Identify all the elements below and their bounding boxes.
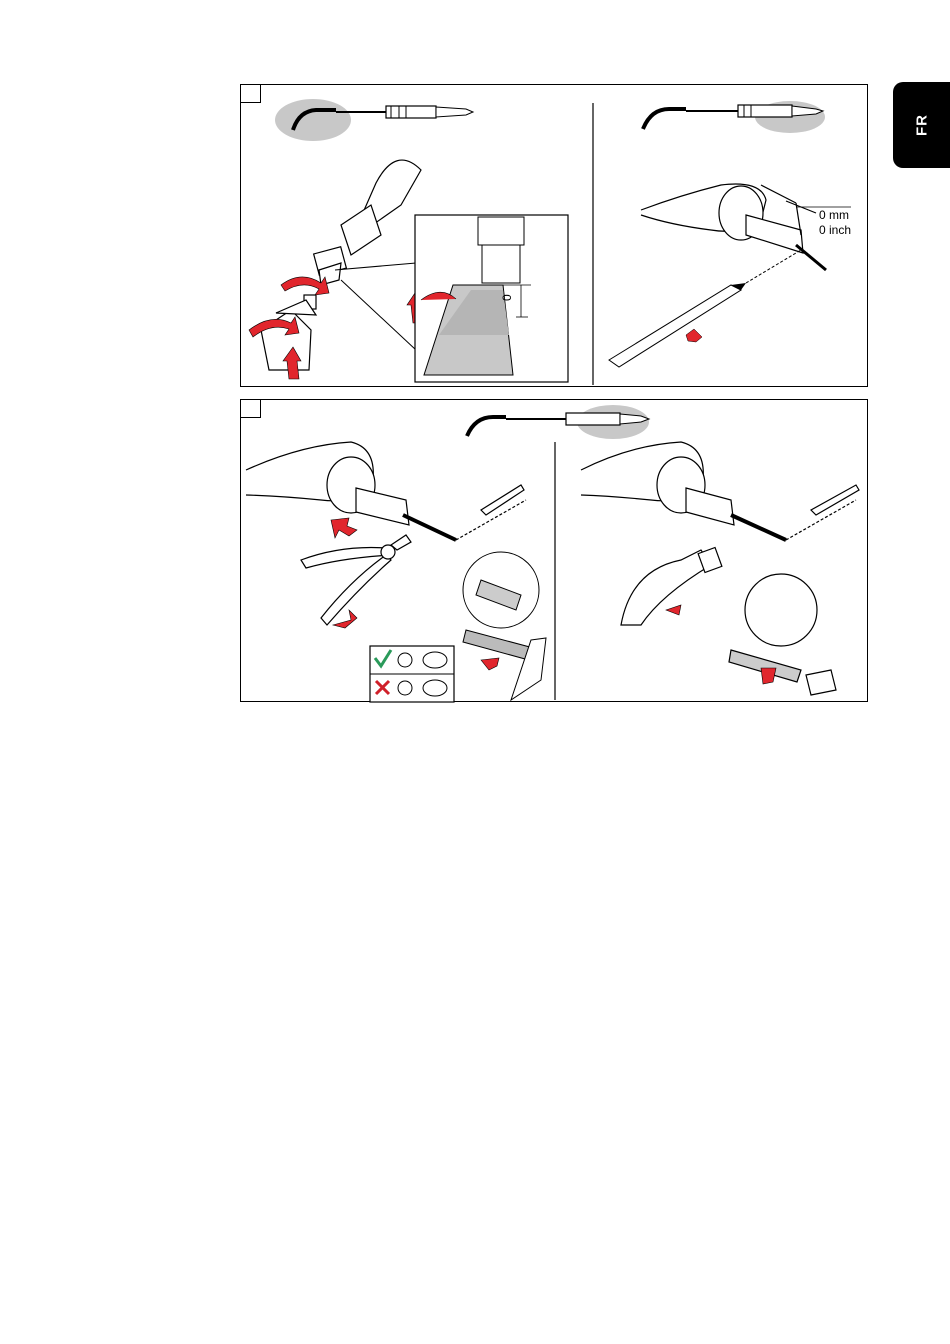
language-tab-label: FR bbox=[913, 114, 930, 136]
ok-nok-table bbox=[370, 646, 454, 702]
instruction-panel-1 bbox=[240, 84, 868, 387]
language-tab[interactable] bbox=[893, 82, 950, 168]
instruction-panel-2 bbox=[240, 399, 868, 702]
torch-thumbnail-right bbox=[643, 101, 825, 133]
panel2-illustration bbox=[241, 400, 869, 703]
measure-insert-label: 0 bbox=[500, 294, 514, 301]
detail-bubble-left bbox=[463, 552, 546, 700]
red-arrow-knife bbox=[666, 605, 681, 615]
panel1-illustration bbox=[241, 85, 869, 388]
measure-mm-label: 0 mm bbox=[819, 208, 849, 222]
pencil-illustration bbox=[609, 250, 801, 367]
hand-knife-illustration bbox=[581, 442, 859, 695]
red-arrow-sharpener bbox=[761, 668, 776, 684]
torch-thumbnail-center bbox=[467, 405, 649, 439]
torch-thumbnail-left bbox=[275, 99, 473, 141]
measure-inch-label: 0 inch bbox=[819, 223, 852, 237]
